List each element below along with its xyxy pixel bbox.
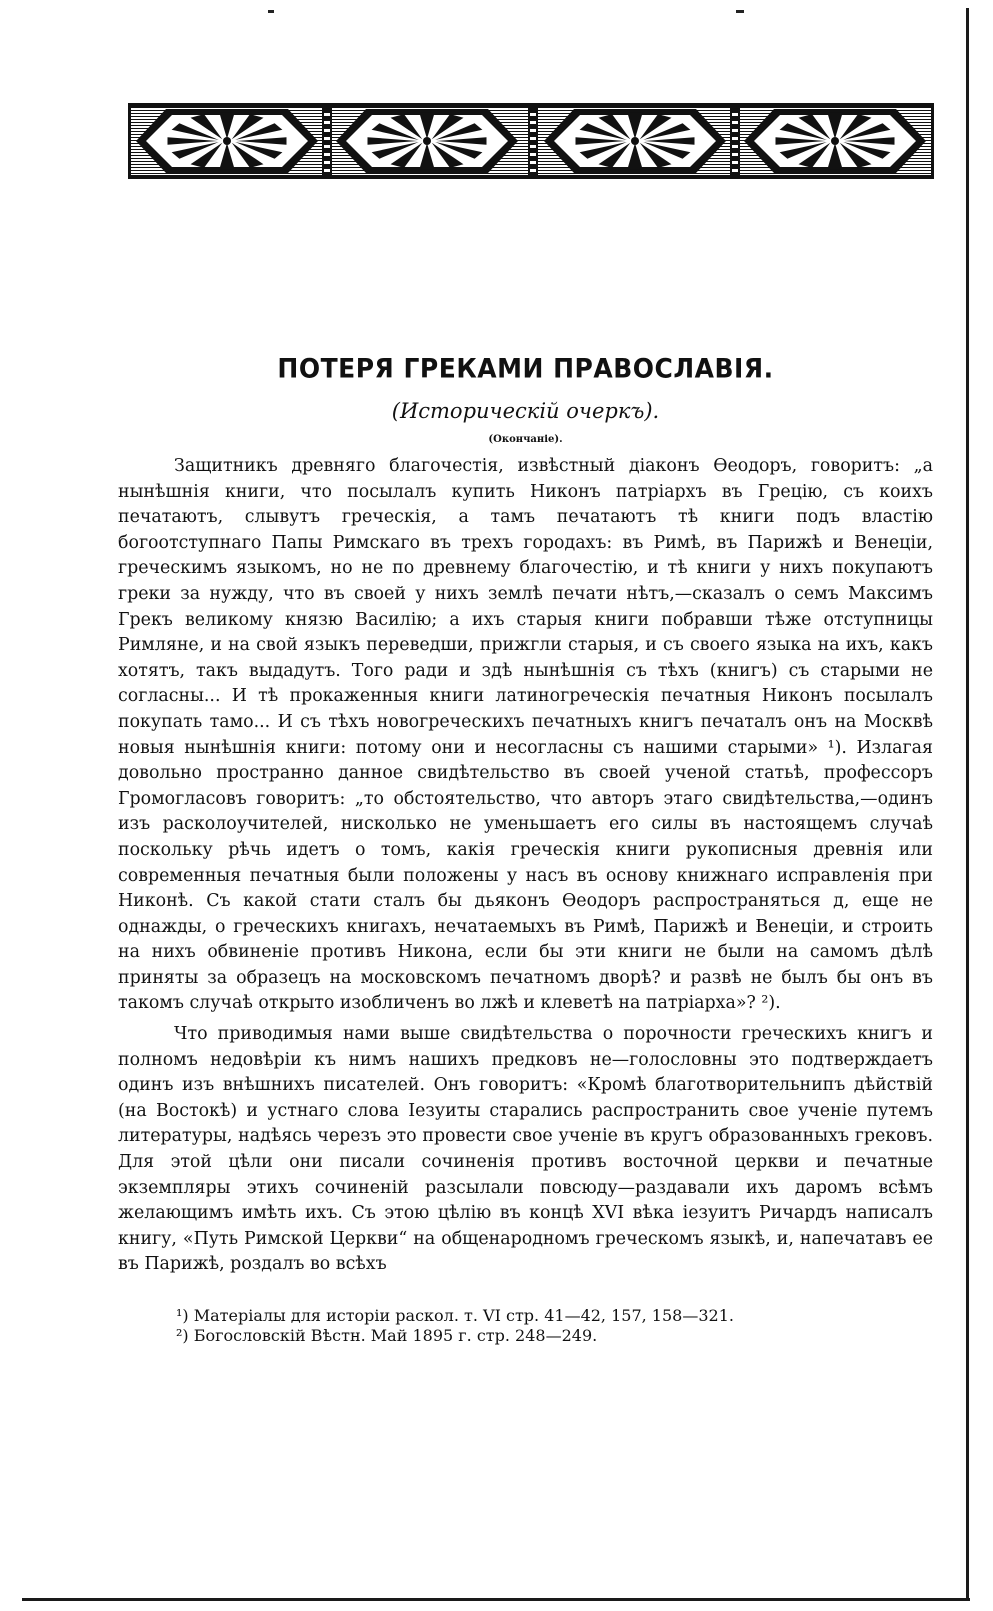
print-mark — [268, 10, 274, 13]
continuation-note: (Окончаніе). — [488, 434, 563, 445]
paragraph: Защитникъ древняго благочестія, извѣстный діаконъ Ѳеодоръ, говоритъ: „а нынѣшнія книги, что посылалъ купить Никонъ патріархъ въ Грецію, съ коихъ печатаютъ, слывутъ греческія, а тамъ печатаютъ тѣ книги подъ властію богоотступнаго Папы Римскаго въ трехъ городахъ: въ Римѣ, въ Парижѣ и Венеціи, греческимъ языкомъ, но не по древнему благочестію, и тѣ книги у нихъ покупаютъ греки за нужду, что въ своей у нихъ землѣ печати нѣтъ,—сказалъ о семъ Максимъ Грекъ великому князю Василію; а ихъ старыя книги побравши тѣже отступницы Римляне, и на свой языкъ переведши, прижгли старыя, и съ своего языка на ихъ, какъ хотятъ, такъ выдадутъ. Того ради и здѣ нынѣшнія съ тѣхъ (книгъ) съ старыми не согласны... И тѣ прокаженныя книги латиногреческія печатныя Никонъ посылалъ покупать тамо... И съ тѣхъ новогреческихъ печатныхъ книгъ печаталъ онъ на Москвѣ новыя нынѣшнія книги: потому они и несогласны съ нашими старыми» ¹). Излагая довольно пространно данное свидѣтельство въ своей ученой статьѣ, профессоръ Громогласовъ говоритъ: „то обстоятельство, что авторъ этаго свидѣтельства,—одинъ изъ расколоучителей, нисколько не уменьшаетъ его силы въ настоящемъ случаѣ поскольку рѣчь идетъ о томъ, какія греческія книги рукописныя древнія или современныя печатныя были положены у насъ въ основу книжнаго исправленія при Никонѣ. Съ какой стати сталъ бы дьяконъ Ѳеодоръ распространяться д, еще не однажды, о греческихъ книгахъ, нечатаемыхъ въ Римѣ, Парижѣ и Венеціи, и строить на нихъ обвиненіе противъ Никона, если бы эти книги не были на самомъ дѣлѣ приняты за образецъ на московскомъ печатномъ дворѣ? и развѣ не былъ бы онъ въ такомъ случаѣ открыто изобличенъ во лжѣ и клеветѣ на патріарха»? ²). — [118, 456, 933, 1014]
footnote: ¹) Матеріалы для исторіи раскол. т. VI стр. 41—42, 157, 158—321. — [176, 1306, 734, 1325]
paragraph: Что приводимыя нами выше свидѣтельства о порочности греческихъ книгъ и полномъ недовѣріи къ нимъ нашихъ предковъ не—голословны это подтверждаетъ одинъ изъ внѣшнихъ писателей. Онъ говоритъ: «Кромѣ благотворительнипъ дѣйствій (на Востокѣ) и устнаго слова Іезуиты старались распространить свое ученіе путемъ литературы, надѣясь черезъ это провести свое ученіе въ кругъ образованныхъ грековъ. Для этой цѣли они писали сочиненія противъ восточной церкви и печатные экземпляры этихъ сочиненій разсылали повсюду—раздавали ихъ даромъ всѣмъ желающимъ имѣть ихъ. Съ этою цѣлію въ концѣ XVI вѣка іезуитъ Ричардъ написалъ книгу, «Путь Римской Церкви“ на общенародномъ греческомъ языкѣ, и, напечатавъ ее въ Парижѣ, роздалъ во всѣхъ — [118, 1024, 933, 1275]
footnote: ²) Богословскій Вѣстн. Май 1895 г. стр. 248—249. — [176, 1326, 598, 1345]
page-title: ПОТЕРЯ ГРЕКАМИ ПРАВОСЛАВІЯ. — [277, 352, 774, 385]
article — [118, 352, 933, 1346]
article-body — [118, 454, 933, 1278]
page-edge-rule — [966, 8, 969, 1600]
print-mark — [736, 10, 744, 13]
ornamental-headpiece — [128, 103, 934, 179]
article-subtitle: (Историческій очеркъ). — [391, 399, 660, 423]
page-bottom-rule — [22, 1598, 970, 1601]
footnotes — [118, 1306, 933, 1346]
